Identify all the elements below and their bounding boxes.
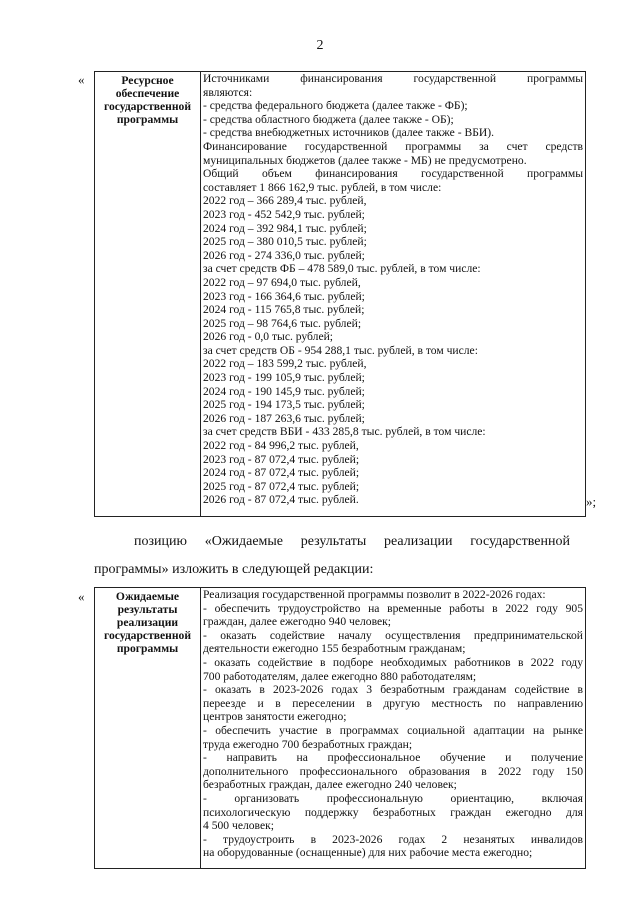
resource-text-line: являются:	[203, 85, 253, 99]
results-text-line: - обеспечить участие в программах социальной адаптации на рынке	[203, 723, 583, 737]
resource-text-line: - средства федерального бюджета (далее также - ФБ);	[203, 99, 468, 113]
resource-text-line: 2022 год – 366 289,4 тыс. рублей,	[203, 194, 367, 208]
results-text-line: 700 работодателям, далее ежегодно 880 работодателям;	[203, 669, 477, 683]
results-label-line: программы	[116, 642, 179, 655]
results-text-line: дополнительного профессионального образования в 2022 году 150	[203, 764, 583, 778]
resource-text-line: за счет средств ФБ – 478 589,0 тыс. рублей, в том числе:	[203, 262, 481, 276]
resource-text-line: 2022 год - 84 996,2 тыс. рублей,	[203, 439, 359, 453]
results-text-line: - направить на профессиональное обучение и получение	[203, 751, 583, 765]
resource-text-line: 2023 год - 87 072,4 тыс. рублей;	[203, 452, 360, 466]
resource-text-line: 2022 год – 183 599,2 тыс. рублей,	[203, 357, 367, 371]
results-text-line: переезде и в переселении в другую местность по направлению	[203, 696, 583, 710]
resource-text-line: 2023 год - 199 105,9 тыс. рублей;	[203, 371, 365, 385]
resource-text-line: 2024 год - 87 072,4 тыс. рублей;	[203, 466, 360, 480]
results-text-line: психологическую поддержку безработных граждан ежегодно для	[203, 805, 583, 819]
resource-text-line: 2026 год - 0,0 тыс. рублей;	[203, 330, 334, 344]
resource-text-line: 2026 год - 274 336,0 тыс. рублей;	[203, 248, 365, 262]
results-text-line: деятельности ежегодно 155 безработным гражданам;	[203, 642, 466, 656]
results-label-line: государственной	[103, 629, 192, 642]
results-text-line: Реализация государственной программы позволит в 2022-2026 годах:	[203, 588, 546, 601]
resource-text-line: за счет средств ВБИ - 433 285,8 тыс. рублей, в том числе:	[203, 425, 486, 439]
results-label-line: реализации	[116, 616, 179, 629]
resource-text-line: муниципальных бюджетов (далее также - МБ) не предусмотрено.	[203, 153, 527, 167]
resource-label-line: Ресурсное	[121, 74, 174, 87]
resource-text-line: 2025 год – 98 764,6 тыс. рублей;	[203, 316, 362, 330]
results-text-line: на оборудованные (оснащенные) для них рабочие места ежегодно;	[203, 846, 533, 860]
results-text-line: безработных граждан, далее ежегодно 240 человек;	[203, 778, 457, 792]
results-text-line: 4 500 человек;	[203, 819, 274, 833]
results-text-line: - обеспечить трудоустройство на временные работы в 2022 году 905	[203, 601, 583, 615]
resource-text-line: - средства внебюджетных источников (далее также - ВБИ).	[203, 126, 494, 140]
resource-text-line: за счет средств ОБ - 954 288,1 тыс. рублей, в том числе:	[203, 343, 478, 357]
resource-text-line: 2023 год - 452 542,9 тыс. рублей;	[203, 207, 365, 221]
resource-text-line: 2023 год - 166 364,6 тыс. рублей;	[203, 289, 365, 303]
resource-text-line: 2024 год - 115 765,8 тыс. рублей;	[203, 303, 365, 317]
results-label-line: Ожидаемые	[115, 590, 180, 603]
resource-text-line: Финансирование государственной программы за счет средств	[203, 139, 583, 153]
resource-label-line: государственной	[103, 100, 192, 113]
close-quote-1: »;	[586, 494, 597, 509]
results-label-line: результаты	[117, 603, 178, 616]
results-content-cell	[201, 588, 586, 869]
resource-text-line: 2022 год – 97 694,0 тыс. рублей,	[203, 275, 361, 289]
resource-text-line: - средства областного бюджета (далее также - ОБ);	[203, 112, 454, 126]
page-number: 2	[316, 38, 324, 53]
resource-text-line: Источниками финансирования государственной программы	[203, 72, 583, 85]
instruction-line-2: программы» изложить в следующей редакции:	[94, 562, 374, 577]
results-text-line: - оказать в 2023-2026 годах 3 безработным гражданам содействие в	[203, 683, 583, 697]
results-text-line: граждан, далее ежегодно 940 человек;	[203, 615, 392, 629]
open-quote-1: «	[78, 72, 85, 87]
resource-text-line: 2024 год - 190 145,9 тыс. рублей;	[203, 384, 365, 398]
open-quote-2: «	[78, 589, 85, 604]
resource-content-cell	[201, 72, 586, 517]
results-text-line: - оказать содействие началу осуществления предпринимательской	[203, 628, 583, 642]
resource-text-line: составляет 1 866 162,9 тыс. рублей, в том числе:	[203, 180, 442, 194]
resource-text-line: 2024 год – 392 984,1 тыс. рублей;	[203, 221, 367, 235]
resource-text-line: 2025 год - 87 072,4 тыс. рублей;	[203, 479, 360, 493]
resource-text-line: 2025 год - 194 173,5 тыс. рублей;	[203, 398, 365, 412]
resource-text-line: Общий объем финансирования государственной программы	[203, 167, 583, 181]
instruction-paragraph	[94, 532, 570, 580]
results-text-line: труда ежегодно 700 безработных граждан;	[203, 737, 413, 751]
results-text-line: центров занятости ежегодно;	[203, 710, 347, 724]
results-text-line: - организовать профессиональную ориентацию, включая	[203, 791, 583, 805]
results-label-cell	[95, 588, 201, 869]
resource-label-line: программы	[116, 113, 179, 126]
resource-label-cell	[95, 72, 201, 517]
results-text-line: - оказать содействие в подборе необходимых работников в 2022 году	[203, 655, 583, 669]
resource-text-line: 2026 год - 87 072,4 тыс. рублей.	[203, 493, 359, 507]
results-table	[94, 587, 586, 869]
resource-text-line: 2025 год – 380 010,5 тыс. рублей;	[203, 235, 367, 249]
resource-label-line: обеспечение	[115, 87, 180, 100]
instruction-line-1: позицию «Ожидаемые результаты реализации государственной	[134, 534, 570, 549]
results-text-line: - трудоустроить в 2023-2026 годах 2 незанятых инвалидов	[203, 832, 583, 846]
resource-table	[94, 71, 586, 517]
resource-text-line: 2026 год - 187 263,6 тыс. рублей;	[203, 411, 365, 425]
